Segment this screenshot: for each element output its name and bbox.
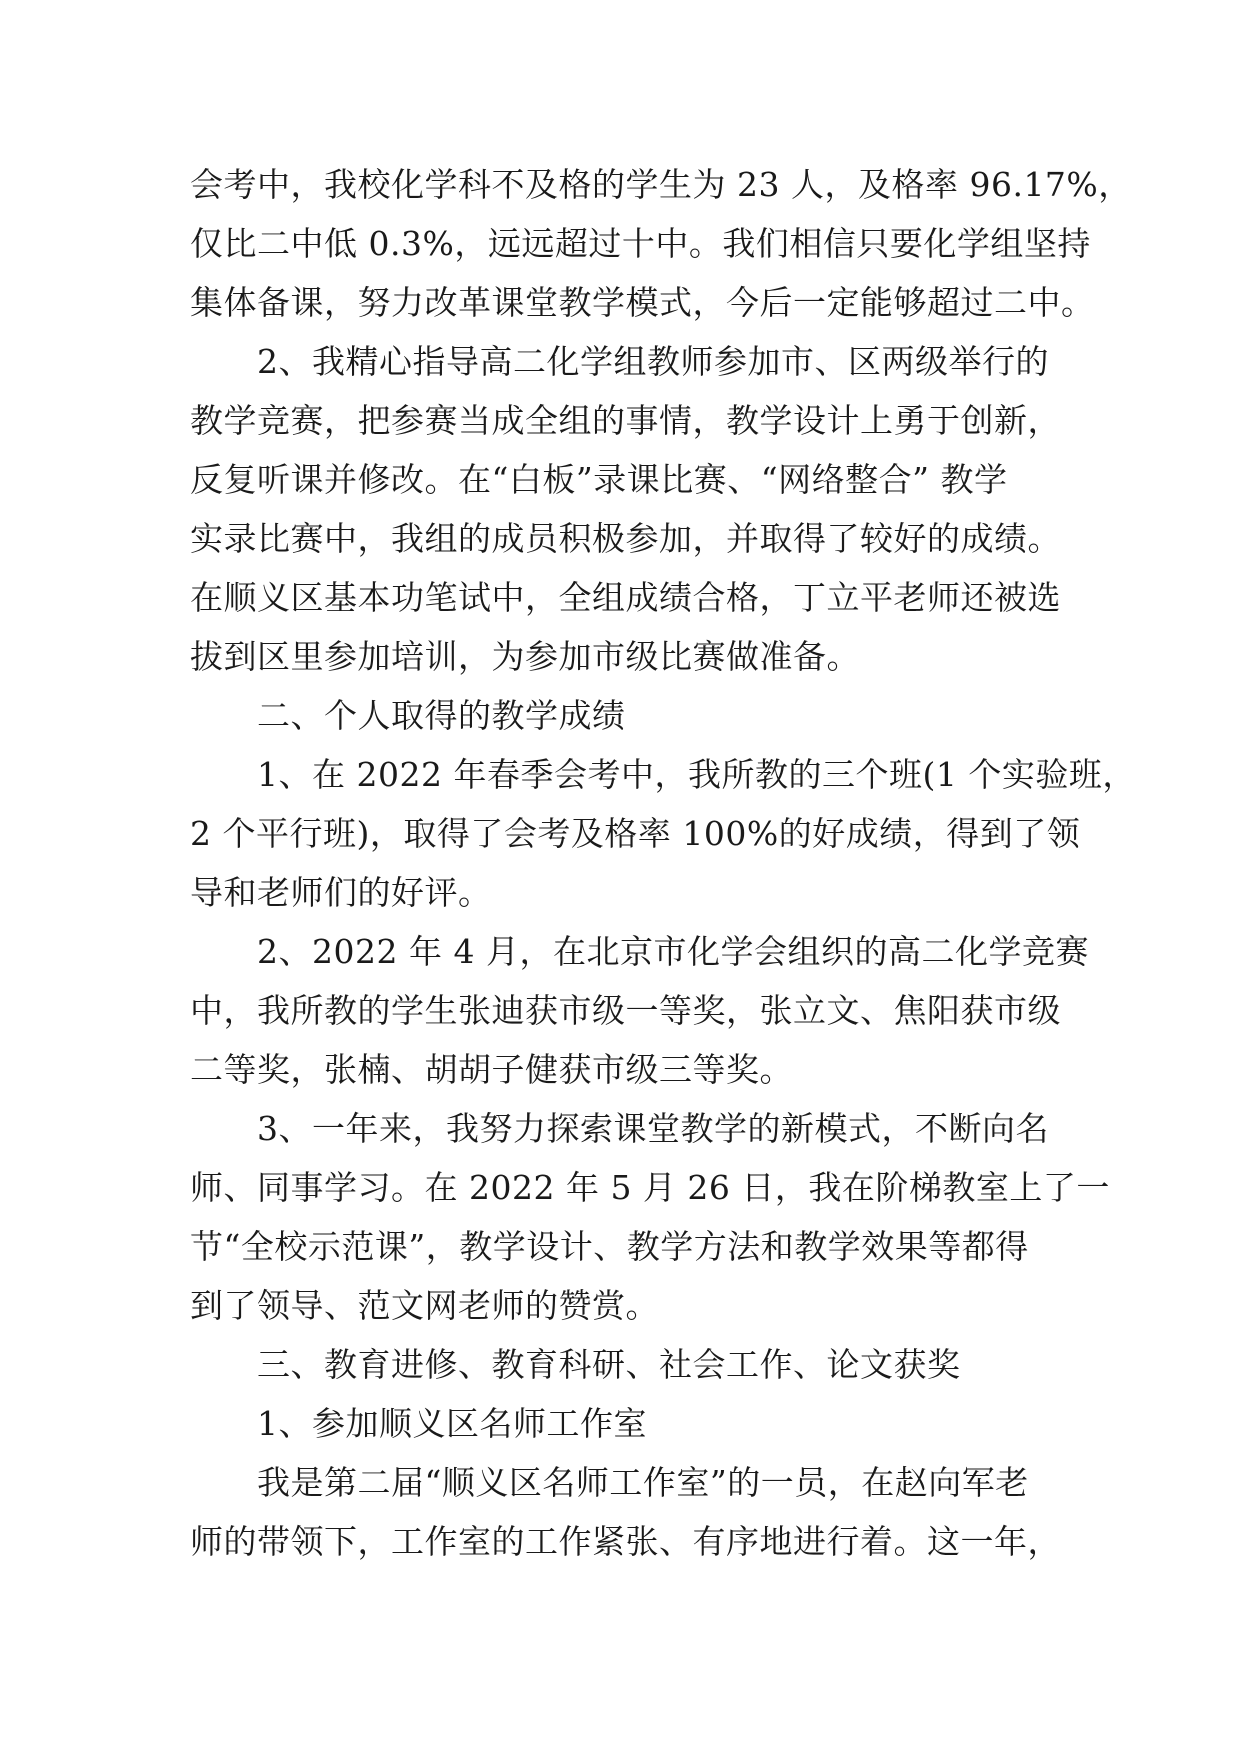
text-line: 反复听课并修改。在“白板”录课比赛、“网络整合” 教学	[190, 460, 1008, 499]
text-line: 会考中，我校化学科不及格的学生为 23 人，及格率 96.17%，	[190, 165, 1132, 204]
subsection-heading: 1、参加顺义区名师工作室	[257, 1404, 647, 1443]
text-line: 仅比二中低 0.3%，远远超过十中。我们相信只要化学组坚持	[190, 224, 1091, 263]
text-line: 节“全校示范课”，教学设计、教学方法和教学效果等都得	[190, 1227, 1029, 1266]
text-line: 师的带领下，工作室的工作紧张、有序地进行着。这一年，	[190, 1522, 1061, 1561]
document-body	[190, 155, 1136, 1571]
text-line: 师、同事学习。在 2022 年 5 月 26 日，我在阶梯教室上了一	[190, 1168, 1110, 1207]
text-line: 到了领导、范文网老师的赞赏。	[190, 1286, 659, 1325]
text-line: 拔到区里参加培训，为参加市级比赛做准备。	[190, 637, 860, 676]
paragraph-start-line: 1、在 2022 年春季会考中，我所教的三个班(1 个实验班，	[257, 755, 1136, 794]
section-heading: 三、教育进修、教育科研、社会工作、论文获奖	[257, 1345, 961, 1384]
text-line: 2 个平行班)，取得了会考及格率 100%的好成绩，得到了领	[190, 814, 1081, 853]
paragraph-start-line: 3、一年来，我努力探索课堂教学的新模式，不断向名	[257, 1109, 1049, 1148]
text-line: 二等奖，张楠、胡胡子健获市级三等奖。	[190, 1050, 793, 1089]
text-line: 实录比赛中，我组的成员积极参加，并取得了较好的成绩。	[190, 519, 1061, 558]
text-line: 在顺义区基本功笔试中，全组成绩合格，丁立平老师还被选	[190, 578, 1061, 617]
text-line: 中，我所教的学生张迪获市级一等奖，张立文、焦阳获市级	[190, 991, 1061, 1030]
text-line: 集体备课，努力改革课堂教学模式，今后一定能够超过二中。	[190, 283, 1095, 322]
text-line: 教学竞赛，把参赛当成全组的事情，教学设计上勇于创新，	[190, 401, 1061, 440]
text-line: 导和老师们的好评。	[190, 873, 492, 912]
paragraph-start-line: 2、2022 年 4 月，在北京市化学会组织的高二化学竞赛	[257, 932, 1089, 971]
paragraph-start-line: 我是第二届“顺义区名师工作室”的一员，在赵向军老	[257, 1463, 1029, 1502]
section-heading: 二、个人取得的教学成绩	[257, 696, 626, 735]
paragraph-start-line: 2、我精心指导高二化学组教师参加市、区两级举行的	[257, 342, 1049, 381]
